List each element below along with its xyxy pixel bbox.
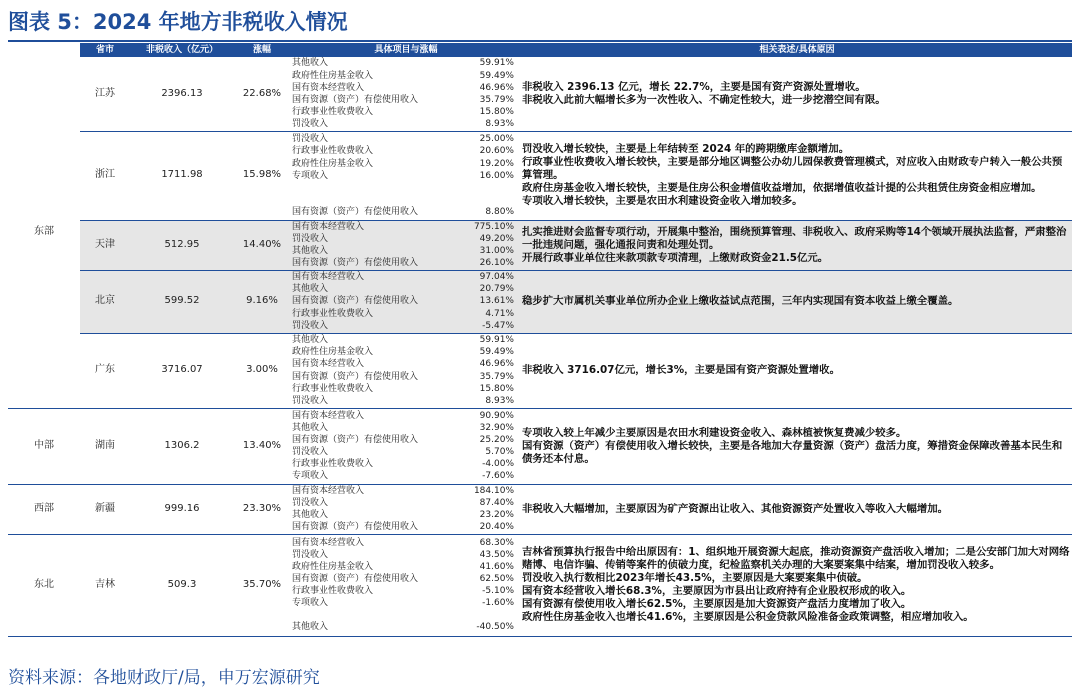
items-cell: [290, 484, 522, 534]
item-name: 其他收入: [292, 246, 329, 256]
table-row: [8, 484, 1072, 534]
items-cell: [290, 534, 522, 636]
item-row: [290, 346, 522, 358]
item-value: -40.50%: [476, 622, 514, 633]
desc-line: 国有资源（资产）有偿使用收入增长较快，主要是各地加大存量资源（资产）盘活力度，筹措资金保障改善基本民生和债务还本付息。: [522, 439, 1063, 465]
growth-cell: 3.00%: [234, 333, 290, 408]
item-name: 罚没收入: [292, 320, 329, 331]
item-value: -5.47%: [482, 320, 514, 331]
item-row: [290, 57, 522, 69]
item-value: 59.91%: [479, 335, 514, 346]
desc-line: 行政事业性收费收入增长较快，主要是部分地区调整公办幼儿园保教费管理模式，对应收入由财政专户转入一般公共预算管理。: [522, 156, 1063, 181]
item-value: 19.20%: [479, 158, 514, 169]
source-note: 资料来源：各地财政厅/局，申万宏源研究: [8, 668, 320, 688]
province-cell: 浙江: [80, 131, 130, 220]
growth-cell: 15.98%: [234, 131, 290, 220]
header-items: 具体项目与涨幅: [290, 43, 522, 57]
desc-cell: [522, 534, 1072, 636]
province-cell: 江苏: [95, 87, 115, 99]
item-name: 罚没收入: [292, 447, 329, 457]
item-row: [290, 308, 522, 320]
item-value: 59.91%: [479, 58, 514, 69]
desc-cell: [522, 333, 1072, 408]
title-rule: [8, 40, 1072, 42]
item-name: 国有资源（资产）有偿使用收入: [292, 296, 419, 307]
item-value: 5.70%: [485, 447, 514, 457]
item-name: 国有资源（资产）有偿使用收入: [292, 206, 419, 217]
revenue-cell: 3716.07: [130, 333, 234, 408]
item-value: 49.20%: [479, 233, 514, 244]
desc-line: 吉林省预算执行报告中给出原因有：1、组织地开展资源大起底，推动资源资产盘活收入增加；二是公安部门加大对网络赌博、电信诈骗、传销等案件的侦破力度，纪检监察机关办理的大案要案集中结案，增加罚没收入较多。: [522, 546, 1070, 571]
revenue-cell: 2396.13: [161, 87, 203, 99]
province-cell: 新疆: [80, 484, 130, 534]
table-row: [8, 534, 1072, 636]
desc-line: 开展行政事业单位往来款项款专项清理，上缴财政资金21.5亿元。: [522, 251, 829, 264]
item-row: [290, 537, 522, 549]
desc-line: 政府住房基金收入增长较快，主要是住房公积金增值收益增加，依据增值收益计提的公共租赁住房资金相应增加。: [522, 182, 1042, 194]
revenue-cell: 512.95: [130, 220, 234, 270]
item-name: 罚没收入: [292, 233, 329, 244]
item-name: 国有资源（资产）有偿使用收入: [292, 522, 419, 533]
item-value: 59.49%: [479, 347, 514, 358]
item-name: 国有资本经营收入: [292, 410, 365, 421]
growth-cell: 13.40%: [234, 408, 290, 484]
item-name: 国有资本经营收入: [292, 272, 365, 283]
item-name: 政府性住房基金收入: [292, 561, 374, 572]
item-value: -1.60%: [482, 598, 514, 609]
item-row: [290, 170, 522, 182]
item-name: 政府性住房基金收入: [292, 158, 374, 169]
table-row: [8, 333, 1072, 408]
items-cell: [290, 220, 522, 270]
item-row: [290, 434, 522, 446]
item-name: 国有资本经营收入: [292, 359, 365, 370]
item-value: 32.90%: [479, 422, 514, 433]
province-cell: 湖南: [80, 408, 130, 484]
item-name: 其他收入: [292, 58, 329, 69]
header-province: 省市: [80, 43, 130, 57]
item-row: [290, 509, 522, 521]
region-label: 中部: [8, 408, 80, 484]
header-desc: 相关表述/具体原因: [522, 43, 1072, 57]
header-revenue: 非税收入（亿元）: [130, 43, 234, 57]
page-title: 图表 5：2024 年地方非税收入情况: [8, 10, 348, 34]
item-row: [290, 257, 522, 269]
item-value: 87.40%: [479, 497, 514, 508]
item-row: [290, 470, 522, 482]
item-value: 13.61%: [479, 296, 514, 307]
item-value: 90.90%: [479, 410, 514, 421]
item-row: [290, 82, 522, 94]
item-value: 41.60%: [479, 561, 514, 572]
item-row: [290, 94, 522, 106]
desc-cell: [522, 131, 1072, 220]
item-name: 其他收入: [292, 422, 329, 433]
item-value: 25.00%: [479, 134, 514, 145]
item-value: -7.60%: [482, 471, 514, 482]
item-name: 专项收入: [292, 170, 329, 181]
item-row: [290, 334, 522, 346]
table-header-row: [8, 43, 1072, 57]
desc-cell: [522, 57, 1072, 131]
desc-line: 稳步扩大市属机关事业单位所办企业上缴收益试点范围，三年内实现国有资本收益上缴全覆盖。: [522, 295, 959, 307]
item-row: [290, 133, 522, 145]
item-row: [290, 609, 522, 633]
item-name: 罚没收入: [292, 395, 329, 406]
growth-cell: 9.16%: [234, 270, 290, 333]
item-name: 其他收入: [292, 335, 329, 346]
item-value: 8.93%: [485, 395, 514, 406]
region-label: 东部: [34, 226, 54, 238]
desc-line: 非税收入 2396.13 亿元，增长 22.7%，主要是国有资产资源处置增收。: [522, 80, 866, 93]
table-row: [8, 57, 1072, 131]
desc-cell: [522, 408, 1072, 484]
revenue-cell: 599.52: [130, 270, 234, 333]
item-row: [290, 145, 522, 157]
item-value: 25.20%: [479, 434, 514, 445]
item-name: 行政事业性收费收入: [292, 308, 374, 319]
desc-line: 罚没收入执行数相比2023年增长43.5%，主要原因是大案要案集中侦破。: [522, 572, 868, 584]
item-value: 15.80%: [479, 106, 514, 117]
item-value: 23.20%: [479, 510, 514, 520]
desc-line: 非税收入大幅增加，主要原因为矿产资源出让收入、其他资源资产处置收入等收入大幅增加。: [522, 502, 949, 515]
item-name: 罚没收入: [292, 134, 329, 145]
province-cell: 广东: [80, 333, 130, 408]
item-row: [290, 295, 522, 307]
item-value: 97.04%: [479, 272, 514, 283]
item-name: 其他收入: [292, 284, 329, 295]
table-row: [8, 408, 1072, 484]
item-name: 专项收入: [292, 471, 329, 482]
region-label: 西部: [8, 484, 80, 534]
desc-cell: [522, 484, 1072, 534]
header-region: [8, 43, 80, 57]
item-value: 20.40%: [479, 522, 514, 533]
item-value: 20.60%: [479, 146, 514, 157]
item-value: 8.93%: [485, 118, 514, 129]
item-row: [290, 182, 522, 218]
item-value: 184.10%: [473, 485, 514, 496]
item-row: [290, 597, 522, 609]
item-name: 罚没收入: [292, 497, 329, 508]
item-name: 其他收入: [292, 510, 329, 520]
item-value: 8.80%: [485, 206, 514, 217]
item-row: [290, 497, 522, 509]
item-row: [290, 106, 522, 118]
items-cell: [290, 131, 522, 220]
item-row: [290, 320, 522, 332]
items-cell: [290, 408, 522, 484]
item-value: 46.96%: [479, 82, 514, 93]
item-name: 罚没收入: [292, 118, 329, 129]
item-row: [290, 158, 522, 170]
item-value: 4.71%: [485, 308, 514, 319]
growth-cell: 14.40%: [234, 220, 290, 270]
item-name: 国有资本经营收入: [292, 82, 365, 93]
item-row: [290, 485, 522, 497]
desc-line: 罚没收入增长较快，主要是上年结转至 2024 年的跨期缴库金额增加。: [522, 143, 850, 155]
item-row: [290, 383, 522, 395]
item-value: 59.49%: [479, 70, 514, 81]
items-cell: [290, 333, 522, 408]
items-cell: [290, 57, 522, 131]
item-value: 26.10%: [479, 258, 514, 269]
item-name: 行政事业性收费收入: [292, 106, 374, 117]
growth-cell: 23.30%: [234, 484, 290, 534]
revenue-table: [8, 43, 1072, 637]
items-cell: [290, 270, 522, 333]
item-row: [290, 371, 522, 383]
item-row: [290, 521, 522, 533]
item-value: 20.79%: [479, 284, 514, 295]
item-name: 国有资本经营收入: [292, 221, 365, 232]
item-value: 35.79%: [479, 94, 514, 105]
item-row: [290, 549, 522, 561]
item-name: 政府性住房基金收入: [292, 347, 374, 358]
desc-line: 扎实推进财会监督专项行动，开展集中整治，围绕预算管理、非税收入、政府采购等14个领域开展执法监督，严肃整治一批违规问题，强化通报问责和处理处罚。: [522, 225, 1067, 251]
item-row: [290, 395, 522, 407]
item-value: 46.96%: [479, 359, 514, 370]
table-row: [8, 131, 1072, 220]
item-row: [290, 233, 522, 245]
item-row: [290, 221, 522, 233]
revenue-cell: 509.3: [130, 534, 234, 636]
item-value: 16.00%: [479, 170, 514, 181]
item-name: 行政事业性收费收入: [292, 146, 374, 157]
item-row: [290, 410, 522, 422]
item-name: 国有资本经营收入: [292, 537, 365, 548]
item-name: 国有资源（资产）有偿使用收入: [292, 94, 419, 105]
item-value: 68.30%: [479, 537, 514, 548]
item-value: 15.80%: [479, 383, 514, 394]
desc-line: 专项收入较上年减少主要原因是农田水利建设资金收入、森林植被恢复费减少较多。: [522, 426, 907, 439]
item-row: [290, 422, 522, 434]
item-name: 国有资源（资产）有偿使用收入: [292, 258, 419, 269]
item-row: [290, 573, 522, 585]
item-value: -5.10%: [482, 586, 514, 596]
desc-line: 政府性住房基金收入也增长41.6%，主要原因是公积金贷款风险准备金政策调整，相应增加收入。: [522, 611, 974, 623]
item-value: 43.50%: [479, 549, 514, 560]
item-name: 国有资源（资产）有偿使用收入: [292, 371, 419, 382]
item-value: 35.79%: [479, 371, 514, 382]
item-name: 其他收入: [292, 622, 329, 633]
revenue-cell: 1306.2: [130, 408, 234, 484]
item-value: 775.10%: [473, 221, 514, 232]
header-growth: 涨幅: [234, 43, 290, 57]
item-row: [290, 70, 522, 82]
item-row: [290, 245, 522, 257]
province-cell: 吉林: [80, 534, 130, 636]
item-name: 行政事业性收费收入: [292, 383, 374, 394]
item-value: -4.00%: [482, 459, 514, 470]
growth-cell: 22.68%: [242, 87, 282, 99]
item-row: [290, 283, 522, 295]
item-name: 行政事业性收费收入: [292, 459, 374, 470]
region-label: 东北: [8, 534, 80, 636]
desc-line: 国有资源有偿使用收入增长62.5%，主要原因是加大资源资产盘活力度增加了收入。: [522, 598, 912, 610]
province-cell: 北京: [80, 270, 130, 333]
item-row: [290, 271, 522, 283]
desc-line: 国有资本经营收入增长68.3%，主要原因为市县出让政府持有企业股权形成的收入。: [522, 585, 912, 597]
item-name: 罚没收入: [292, 549, 329, 560]
province-cell: 天津: [80, 220, 130, 270]
growth-cell: 35.70%: [234, 534, 290, 636]
item-row: [290, 118, 522, 130]
item-row: [290, 358, 522, 370]
item-value: 62.50%: [479, 573, 514, 584]
item-row: [290, 446, 522, 458]
revenue-cell: 1711.98: [130, 131, 234, 220]
item-name: 政府性住房基金收入: [292, 70, 374, 81]
item-name: 国有资源（资产）有偿使用收入: [292, 434, 419, 445]
item-value: 31.00%: [479, 246, 514, 256]
desc-line: 非税收入 3716.07亿元，增长3%，主要是国有资产资源处置增收。: [522, 364, 840, 376]
item-name: 国有资本经营收入: [292, 485, 365, 496]
desc-cell: [522, 270, 1072, 333]
table-row: [8, 270, 1072, 333]
table-row: [8, 220, 1072, 270]
desc-line: 专项收入增长较快，主要是农田水利建设资金收入增加较多。: [522, 195, 803, 207]
item-row: [290, 561, 522, 573]
item-row: [290, 585, 522, 597]
item-name: 专项收入: [292, 598, 329, 609]
item-row: [290, 458, 522, 470]
item-name: 行政事业性收费收入: [292, 586, 374, 596]
revenue-cell: 999.16: [130, 484, 234, 534]
desc-line: 非税收入此前大幅增长多为一次性收入、不确定性较大，进一步挖潜空间有限。: [522, 93, 886, 106]
item-name: 国有资源（资产）有偿使用收入: [292, 573, 419, 584]
desc-cell: [522, 220, 1072, 270]
